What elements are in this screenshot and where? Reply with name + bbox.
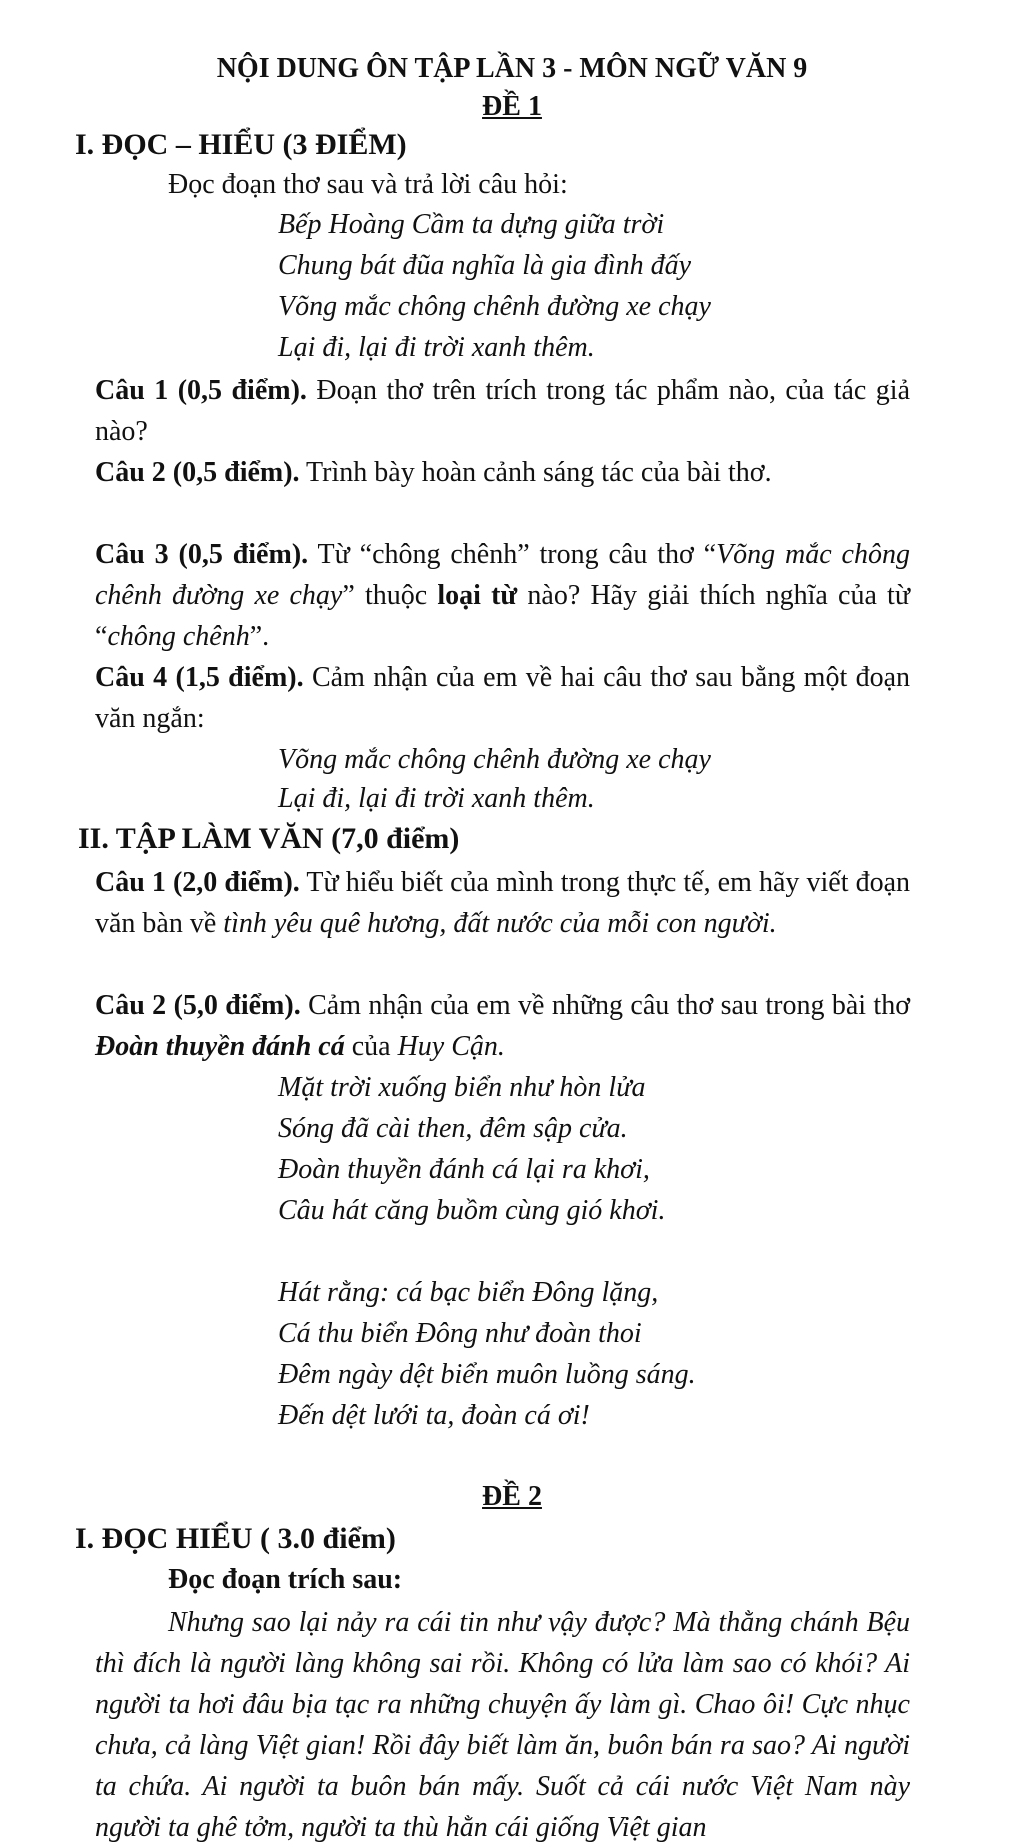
- question-3-text-a: Từ “chông chênh” trong câu thơ “: [308, 539, 717, 570]
- de2-heading: ĐỀ 2: [482, 1481, 542, 1512]
- de1-instruction: Đọc đoạn thơ sau và trả lời câu hỏi:: [168, 169, 568, 200]
- de1-section1-heading: I. ĐỌC – HIỂU (3 ĐIỂM): [75, 128, 407, 161]
- question-2-label: Câu 2 (0,5 điểm).: [95, 457, 300, 488]
- poem4-line-4: Đến dệt lưới ta, đoàn cá ơi!: [278, 1400, 590, 1431]
- question-1-label: Câu 1 (0,5 điểm).: [95, 375, 307, 406]
- question-1-text: Đoạn thơ trên trích trong tác phẩm nào, của tác giả nào?: [95, 375, 911, 447]
- question-3: [95, 534, 910, 657]
- question-3-label: Câu 3 (0,5 điểm).: [95, 539, 309, 570]
- de2-instruction: Đọc đoạn trích sau:: [168, 1564, 403, 1595]
- question-2-text: Trình bày hoàn cảnh sáng tác của bài thơ.: [299, 457, 772, 488]
- de1-section2-heading: II. TẬP LÀM VĂN (7,0 điểm): [78, 822, 460, 855]
- writing-question-1-topic: tình yêu quê hương, đất nước của mỗi con người.: [223, 908, 777, 939]
- document-title: NỘI DUNG ÔN TẬP LẦN 3 - MÔN NGỮ VĂN 9: [216, 53, 808, 84]
- poem4-line-2: Cá thu biển Đông như đoàn thoi: [278, 1318, 642, 1349]
- de2-section1-heading: I. ĐỌC HIỂU ( 3.0 điểm): [75, 1522, 396, 1555]
- writing-question-2-label: Câu 2 (5,0 điểm).: [95, 990, 301, 1021]
- poem1-line-1: Bếp Hoàng Cầm ta dựng giữa trời: [278, 209, 665, 240]
- poem2-line-1: Võng mắc chông chênh đường xe chạy: [278, 744, 711, 775]
- poem3-line-3: Đoàn thuyền đánh cá lại ra khơi,: [278, 1154, 650, 1185]
- writing-question-2-text: Cảm nhận của em về những câu thơ sau trong bài thơ: [300, 990, 911, 1021]
- writing-question-1-text: Từ hiểu biết của mình trong thực tế, em hãy viết đoạn văn bàn về: [95, 867, 910, 939]
- poem4-line-1: Hát rằng: cá bạc biển Đông lặng,: [278, 1277, 659, 1308]
- poem3-line-1: Mặt trời xuống biển như hòn lửa: [278, 1072, 646, 1103]
- question-3-quote: Võng mắc chông chênh đường xe chạy: [95, 539, 910, 611]
- question-4: [95, 657, 910, 739]
- question-3-word: chông chênh: [107, 621, 250, 652]
- de2-passage: Nhưng sao lại nảy ra cái tin như vậy được? Mà thằng chánh Bệu thì đích là người làng không sai rồi. Không có lửa làm sao có khói? Ai người ta hơi đâu bịa tạc ra những chuyện ấy làm gì. Chao ôi! Cực nhục chưa, cả làng Việt gian! Rồi đây biết làm ăn, buôn bán ra sao? Ai người ta chứa. Ai người ta buôn bán mấy. Suốt cả cái nước Việt Nam này người ta ghê tởm, người ta thù hằn cái giống Việt gian: [95, 1607, 910, 1843]
- question-1: [95, 370, 910, 452]
- question-4-label: Câu 4 (1,5 điểm).: [95, 662, 304, 693]
- question-3-text-e: nào? Hãy giải thích nghĩa của từ “: [95, 580, 911, 652]
- writing-question-2: [95, 985, 910, 1067]
- writing-question-1: [95, 862, 910, 944]
- writing-question-2-poem-title: Đoàn thuyền đánh cá: [95, 1031, 345, 1062]
- poem2-line-2: Lại đi, lại đi trời xanh thêm.: [278, 783, 595, 814]
- question-3-text-c: ” thuộc: [342, 580, 438, 611]
- poem1-line-2: Chung bát đũa nghĩa là gia đình đấy: [278, 250, 691, 281]
- question-2: [95, 452, 910, 493]
- question-3-bold-term: loại từ: [437, 580, 518, 611]
- poem4-line-3: Đêm ngày dệt biển muôn luồng sáng.: [278, 1359, 696, 1390]
- writing-question-2-author: Huy Cận.: [397, 1031, 505, 1062]
- poem3-line-4: Câu hát căng buồm cùng gió khơi.: [278, 1195, 666, 1226]
- de1-heading: ĐỀ 1: [482, 91, 542, 122]
- question-3-text-g: ”.: [249, 621, 270, 652]
- poem3-line-2: Sóng đã cài then, đêm sập cửa.: [278, 1113, 628, 1144]
- writing-question-2-text-c: của: [344, 1031, 398, 1062]
- writing-question-1-label: Câu 1 (2,0 điểm).: [95, 867, 300, 898]
- poem1-line-3: Võng mắc chông chênh đường xe chạy: [278, 291, 711, 322]
- question-4-text: Cảm nhận của em về hai câu thơ sau bằng một đoạn văn ngắn:: [95, 662, 911, 734]
- poem1-line-4: Lại đi, lại đi trời xanh thêm.: [278, 332, 595, 363]
